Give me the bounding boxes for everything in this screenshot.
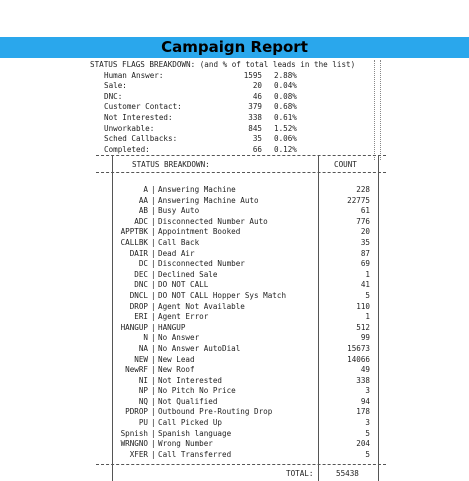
- table-row: [96, 270, 386, 281]
- status-code: AA: [138, 195, 148, 205]
- status-flag-label: Sale:: [104, 81, 127, 91]
- status-description: Dead Air: [158, 248, 195, 258]
- status-description: Spanish language: [158, 428, 232, 438]
- table-row: [96, 259, 386, 270]
- table-row: [96, 376, 386, 387]
- status-count: 338: [356, 375, 370, 385]
- table-row: [96, 407, 386, 418]
- status-count: 87: [360, 248, 370, 258]
- column-separator: |: [151, 301, 156, 311]
- status-count: 204: [356, 439, 370, 449]
- header-count: COUNT: [334, 160, 357, 169]
- column-separator: |: [151, 365, 156, 375]
- status-description: DO NOT CALL Hopper Sys Match: [158, 290, 287, 300]
- status-count: 35: [360, 237, 370, 247]
- status-breakdown-rows: [96, 173, 386, 464]
- table-row: [96, 450, 386, 461]
- status-code: NEW: [134, 354, 148, 364]
- status-flags-list: [84, 71, 384, 156]
- table-row: [96, 355, 386, 366]
- column-separator: |: [151, 343, 156, 353]
- status-flag-label: Not Interested:: [104, 112, 173, 122]
- status-description: Busy Auto: [158, 206, 200, 216]
- status-flag-pct: 0.68%: [274, 102, 297, 112]
- status-code: A: [143, 185, 148, 194]
- status-code: Spnish: [120, 428, 148, 438]
- column-separator: |: [151, 439, 156, 449]
- status-flag-pct: 0.61%: [274, 112, 297, 122]
- status-count: 5: [365, 428, 370, 438]
- status-description: Disconnected Number Auto: [158, 216, 268, 226]
- column-separator: |: [151, 259, 156, 269]
- status-count: 228: [356, 185, 370, 194]
- column-separator: |: [151, 237, 156, 247]
- total-row: [96, 465, 386, 481]
- status-count: 1: [365, 312, 370, 322]
- page-title: Campaign Report: [0, 37, 469, 58]
- total-label: TOTAL:: [286, 469, 314, 479]
- status-description: Call Back: [158, 237, 200, 247]
- column-separator: |: [151, 206, 156, 216]
- table-row: [96, 365, 386, 376]
- status-code: DEC: [134, 269, 148, 279]
- header-status-breakdown: STATUS BREAKDOWN:: [132, 160, 210, 169]
- status-count: 110: [356, 301, 370, 311]
- status-flag-row: [84, 145, 384, 156]
- status-description: Call Picked Up: [158, 418, 223, 428]
- column-separator: |: [151, 195, 156, 205]
- table-row: [96, 291, 386, 302]
- status-code: NQ: [138, 396, 148, 406]
- status-description: No Pitch No Price: [158, 386, 236, 396]
- column-separator: |: [151, 354, 156, 364]
- status-code: APPTBK: [120, 227, 148, 237]
- column-separator: |: [151, 216, 156, 226]
- status-flag-count: 66: [252, 144, 262, 154]
- status-flag-pct: 0.04%: [274, 81, 297, 91]
- status-flag-row: [84, 113, 384, 124]
- status-description: Not Qualified: [158, 396, 218, 406]
- column-separator: |: [151, 407, 156, 417]
- table-row: [96, 397, 386, 408]
- table-row: [96, 418, 386, 429]
- status-description: HANGUP: [158, 322, 186, 332]
- status-count: 94: [360, 396, 370, 406]
- status-flag-pct: 0.12%: [274, 144, 297, 154]
- status-flag-label: Human Answer:: [104, 70, 164, 80]
- status-code: NP: [138, 386, 148, 396]
- table-row: [96, 280, 386, 291]
- column-separator: |: [151, 449, 156, 459]
- table-row: [96, 185, 386, 196]
- table-row: [96, 227, 386, 238]
- status-description: Outbound Pre-Routing Drop: [158, 407, 273, 417]
- status-flag-row: [84, 124, 384, 135]
- status-count: 61: [360, 206, 370, 216]
- status-code: DNC: [134, 280, 148, 290]
- status-code: ADC: [134, 216, 148, 226]
- status-flag-count: 338: [248, 112, 262, 122]
- status-flag-pct: 2.88%: [274, 70, 297, 80]
- column-separator: |: [151, 375, 156, 385]
- status-code: DROP: [129, 301, 148, 311]
- status-code: PDROP: [125, 407, 148, 417]
- status-count: 3: [365, 418, 370, 428]
- status-flag-count: 845: [248, 123, 262, 133]
- table-row: [96, 323, 386, 334]
- status-count: 512: [356, 322, 370, 332]
- status-code: CALLBK: [120, 237, 148, 247]
- status-code: AB: [138, 206, 148, 216]
- status-count: 69: [360, 259, 370, 269]
- status-count: 20: [360, 227, 370, 237]
- status-description: No Answer: [158, 333, 200, 343]
- status-code: NA: [138, 343, 148, 353]
- column-separator: |: [151, 418, 156, 428]
- table-row: [96, 206, 386, 217]
- status-description: Not Interested: [158, 375, 223, 385]
- status-count: 99: [360, 333, 370, 343]
- status-description: Agent Not Available: [158, 301, 245, 311]
- status-flag-row: [84, 92, 384, 103]
- status-description: Appointment Booked: [158, 227, 241, 237]
- status-description: No Answer AutoDial: [158, 343, 241, 353]
- status-description: Disconnected Number: [158, 259, 245, 269]
- table-row: [96, 238, 386, 249]
- status-count: 1: [365, 269, 370, 279]
- column-separator: |: [151, 290, 156, 300]
- status-count: 49: [360, 365, 370, 375]
- status-count: 14066: [347, 354, 370, 364]
- status-flag-row: [84, 71, 384, 82]
- column-separator: |: [151, 269, 156, 279]
- status-breakdown-table: [96, 155, 386, 481]
- column-separator: |: [151, 386, 156, 396]
- status-flag-pct: 0.08%: [274, 91, 297, 101]
- status-description: Agent Error: [158, 312, 209, 322]
- status-code: DC: [138, 259, 148, 269]
- status-flag-count: 1595: [243, 70, 262, 80]
- column-separator: |: [151, 312, 156, 322]
- status-code: NewRF: [125, 365, 148, 375]
- status-description: New Roof: [158, 365, 195, 375]
- status-count: 22775: [347, 195, 370, 205]
- status-description: Answering Machine Auto: [158, 195, 259, 205]
- status-flags-section: [84, 60, 384, 155]
- status-count: 776: [356, 216, 370, 226]
- status-description: Call Transferred: [158, 449, 232, 459]
- total-value: 55438: [336, 469, 359, 479]
- status-code: ERI: [134, 312, 148, 322]
- status-flag-count: 379: [248, 102, 262, 112]
- status-code: NI: [138, 375, 148, 385]
- table-row: [96, 302, 386, 313]
- table-row: [96, 429, 386, 440]
- status-flag-row: [84, 81, 384, 92]
- status-flag-label: Sched Callbacks:: [104, 134, 178, 144]
- status-count: 178: [356, 407, 370, 417]
- status-flag-label: Customer Contact:: [104, 102, 182, 112]
- table-row: [96, 386, 386, 397]
- table-row: [96, 312, 386, 323]
- column-separator: |: [151, 428, 156, 438]
- status-flag-label: DNC:: [104, 91, 123, 101]
- status-code: XFER: [129, 449, 148, 459]
- status-count: 5: [365, 290, 370, 300]
- right-border: [374, 60, 375, 160]
- table-header: [96, 156, 386, 172]
- status-description: Answering Machine: [158, 185, 236, 194]
- status-flag-count: 46: [252, 91, 262, 101]
- column-separator: |: [151, 227, 156, 237]
- status-count: 41: [360, 280, 370, 290]
- status-description: Declined Sale: [158, 269, 218, 279]
- table-row: [96, 333, 386, 344]
- column-separator: |: [151, 322, 156, 332]
- status-code: DNCL: [129, 290, 148, 300]
- status-code: PU: [138, 418, 148, 428]
- status-count: 5: [365, 449, 370, 459]
- status-flag-pct: 1.52%: [274, 123, 297, 133]
- status-count: 15673: [347, 343, 370, 353]
- status-flag-label: Unworkable:: [104, 123, 155, 133]
- table-row: [96, 196, 386, 207]
- status-code: DAIR: [129, 248, 148, 258]
- status-flag-row: [84, 102, 384, 113]
- table-row: [96, 217, 386, 228]
- status-flag-label: Completed:: [104, 144, 150, 154]
- column-separator: |: [151, 248, 156, 258]
- table-row: [96, 249, 386, 260]
- status-code: HANGUP: [120, 322, 148, 332]
- column-separator: |: [151, 396, 156, 406]
- status-flag-row: [84, 134, 384, 145]
- column-separator: |: [151, 333, 156, 343]
- status-description: Wrong Number: [158, 439, 213, 449]
- right-border-outer: [380, 60, 381, 160]
- status-description: New Lead: [158, 354, 195, 364]
- status-code: N: [143, 333, 148, 343]
- status-description: DO NOT CALL: [158, 280, 209, 290]
- column-separator: |: [151, 185, 156, 194]
- status-code: WRNGNO: [120, 439, 148, 449]
- table-row: [96, 344, 386, 355]
- status-flag-pct: 0.06%: [274, 134, 297, 144]
- status-flag-count: 20: [252, 81, 262, 91]
- column-separator: |: [151, 280, 156, 290]
- status-flag-count: 35: [252, 134, 262, 144]
- table-row: [96, 439, 386, 450]
- status-count: 3: [365, 386, 370, 396]
- status-flags-header: STATUS FLAGS BREAKDOWN: (and % of total leads in the list): [90, 60, 356, 69]
